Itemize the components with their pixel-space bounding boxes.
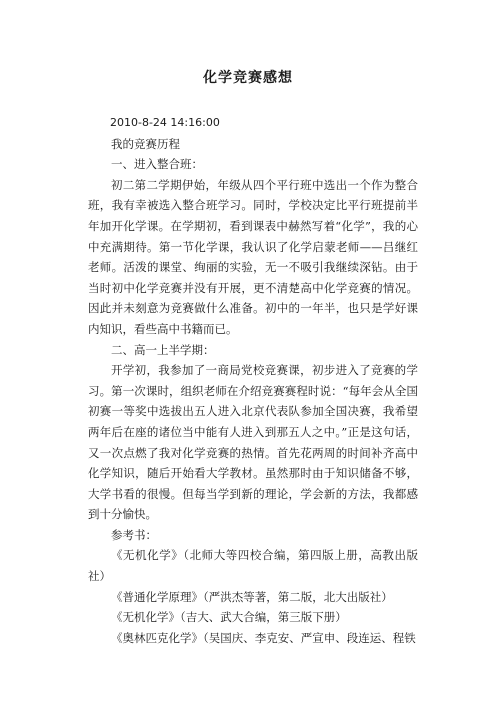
paragraph-2: 开学初，我参加了一商局党校竞赛课，初步进入了竞赛的学习。第一次课时，组织老师在介绍竞赛赛程时说：“每年会从全国初赛一等奖中选拔出五人进入北京代表队参加全国决赛，我希望两年后在座的诸位当中能有人进入到那五人之中。”正是这句话，又一次点燃了我对化学竞赛的热情。首先花两周的时间补齐高中化学知识，随后开始看大学教材。虽然那时由于知识储备不够，大学书看的很慢。但每当学到新的理论，学会新的方法，我都感到十分愉快。 bbox=[88, 363, 418, 522]
section-heading-1: 一、进入整合班： bbox=[111, 157, 203, 172]
reference-item: 《无机化学》（北师大等四校合编，第四版上册，高教出版社） bbox=[88, 548, 418, 584]
section-heading-history: 我的竞赛历程 bbox=[111, 136, 180, 151]
section-heading-2: 二、高一上半学期： bbox=[111, 342, 215, 357]
references-heading: 参考书： bbox=[111, 527, 157, 542]
reference-item: 《普通化学原理》（严洪杰等著，第二版，北大出版社） bbox=[111, 589, 393, 604]
document-title: 化学竞赛感想 bbox=[203, 70, 293, 86]
reference-item: 《无机化学》（吉大、武大合编，第三版下册） bbox=[111, 610, 347, 625]
timestamp: 2010-8-24 14:16:00 bbox=[110, 116, 220, 129]
paragraph-1: 初二第二学期伊始，年级从四个平行班中选出一个作为整合班，我有幸被选入整合班学习。同时，学校决定比平行班提前半年加开化学课。在学期初，看到课表中赫然写着“化学”，我的心中充满期待。第一节化学课，我认识了化学启蒙老师——吕继红老师。活泼的课堂、绚丽的实验，无一不吸引我继续深钻。由于当时初中化学竞赛并没有开展，更不清楚高中化学竞赛的情况。因此并未刻意为竞赛做什么准备。初中的一年半，也只是学好课内知识，看些高中书籍而已。 bbox=[88, 177, 418, 336]
reference-item: 《奥林匹克化学》（吴国庆、李克安、严宣申、段连运、程铁 bbox=[111, 630, 416, 645]
document-body bbox=[88, 113, 418, 648]
